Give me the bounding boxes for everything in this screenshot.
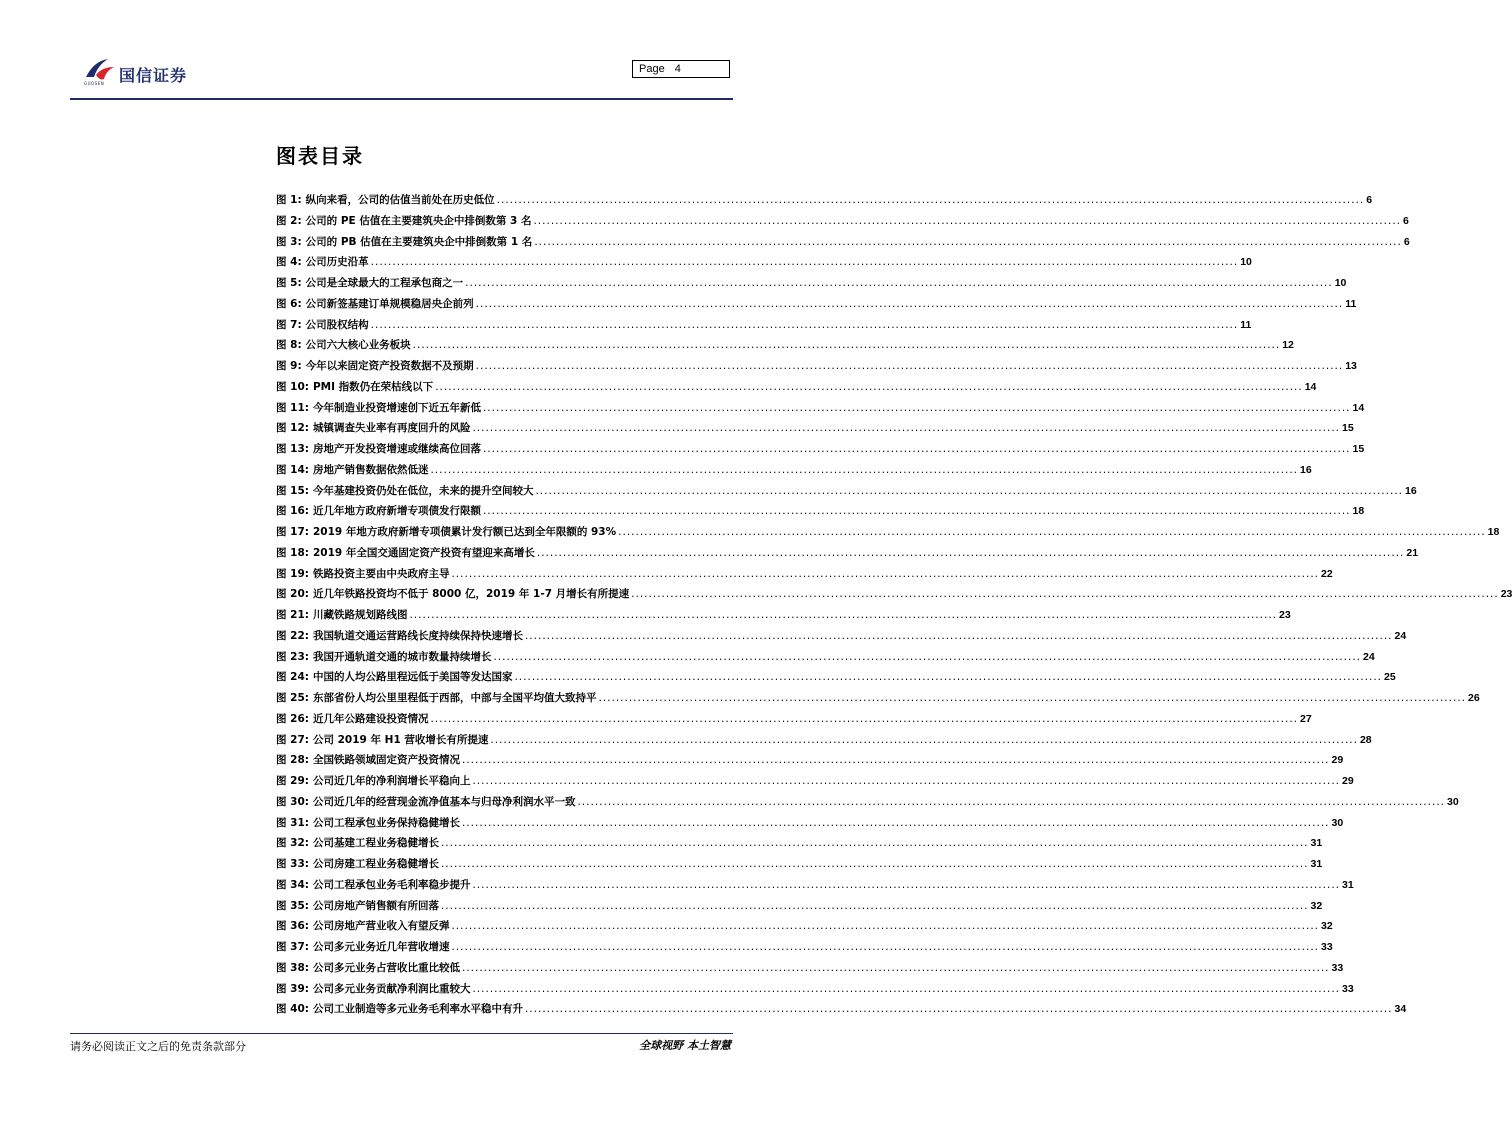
toc-leader-dots: ........................................................................................................................................................................................................	[370, 318, 1239, 331]
header-divider	[70, 98, 733, 100]
toc-leader-dots: ........................................................................................................................................................................................................	[461, 961, 1330, 974]
toc-entry[interactable]	[276, 628, 1407, 649]
toc-entry-page: 21	[1406, 546, 1419, 559]
company-logo	[84, 57, 214, 91]
toc-entry-label: 图 39:	[276, 982, 309, 995]
toc-entry-page: 11	[1240, 318, 1252, 331]
toc-entry-title: 公司股权结构	[305, 318, 369, 331]
toc-entry[interactable]	[276, 835, 1323, 856]
toc-entry-label: 图 28:	[276, 754, 309, 767]
toc-entry-title: 公司历史沿革	[305, 256, 369, 269]
toc-entry-page: 12	[1282, 339, 1294, 352]
toc-leader-dots: ........................................................................................................................................................................................................	[536, 546, 1405, 559]
toc-entry-label: 图 33:	[276, 858, 309, 870]
toc-entry-page: 13	[1345, 360, 1357, 372]
toc-leader-dots: ........................................................................................................................................................................................................	[430, 712, 1298, 725]
toc-entry[interactable]	[276, 981, 1354, 1002]
toc-entry-label: 图 35:	[276, 899, 309, 912]
toc-entry-label: 图 27:	[276, 733, 309, 746]
toc-entry-label: 图 2:	[276, 214, 302, 227]
toc-entry-page: 15	[1342, 422, 1354, 435]
toc-entry[interactable]	[276, 773, 1354, 794]
toc-entry[interactable]	[276, 877, 1354, 898]
toc-entry-title: 今年以来固定资产投资数据不及预期	[305, 360, 474, 372]
toc-leader-dots: ........................................................................................................................................................................................................	[534, 235, 1402, 248]
toc-entry-title: 2019 年全国交通固定资产投资有望迎来高增长	[312, 546, 535, 559]
toc-entry-page: 30	[1447, 795, 1459, 808]
toc-entry[interactable]	[276, 296, 1357, 317]
toc-entry-title: 公司的 PB 估值在主要建筑央企中排倒数第 1 名	[305, 235, 533, 248]
toc-leader-dots: ........................................................................................................................................................................................................	[451, 567, 1319, 580]
toc-entry-label: 图 32:	[276, 837, 309, 850]
toc-entry-title: 我国轨道交通运营路线长度持续保持快速增长	[312, 629, 523, 642]
toc-entry-title: 今年制造业投资增速创下近五年新低	[312, 401, 481, 414]
toc-entry-page: 16	[1300, 463, 1312, 476]
toc-entry-label: 图 8:	[276, 339, 302, 352]
toc-entry-title: 公司新签基建订单规模稳居央企前列	[305, 297, 474, 310]
toc-entry-title: 房地产开发投资增速或继续高位回落	[312, 443, 481, 455]
toc-entry-label: 图 10:	[276, 380, 309, 393]
toc-entry[interactable]	[276, 379, 1317, 400]
toc-list	[276, 192, 1512, 1022]
toc-leader-dots: ........................................................................................................................................................................................................	[440, 858, 1309, 870]
toc-entry-title: 近几年铁路投资均不低于 8000 亿，2019 年 1-7 月增长有所提速	[312, 588, 630, 601]
toc-leader-dots: ........................................................................................................................................................................................................	[472, 878, 1340, 891]
toc-entry-page: 34	[1394, 1003, 1407, 1016]
toc-entry-label: 图 13:	[276, 443, 309, 455]
page-indicator	[632, 60, 730, 78]
toc-entry-label: 图 11:	[276, 401, 309, 414]
toc-entry-label: 图 25:	[276, 692, 309, 704]
toc-entry-page: 6	[1403, 235, 1410, 248]
toc-leader-dots: ........................................................................................................................................................................................................	[370, 256, 1239, 269]
toc-entry[interactable]	[276, 400, 1365, 421]
toc-entry-title: 公司房建工程业务稳健增长	[312, 858, 439, 870]
toc-entry[interactable]	[276, 649, 1375, 670]
toc-entry-label: 图 12:	[276, 422, 309, 435]
toc-entry-label: 图 16:	[276, 505, 309, 518]
toc-entry-title: 近几年公路建设投资情况	[312, 712, 429, 725]
toc-entry-page: 23	[1279, 609, 1291, 621]
toc-leader-dots: ........................................................................................................................................................................................................	[482, 401, 1351, 414]
toc-entry[interactable]	[276, 462, 1312, 483]
toc-leader-dots: ........................................................................................................................................................................................................	[475, 297, 1344, 310]
toc-entry[interactable]	[276, 192, 1373, 213]
toc-entry-title: 公司的 PE 估值在主要建筑央企中排倒数第 3 名	[305, 214, 532, 227]
toc-entry-page: 18	[1352, 505, 1365, 518]
toc-leader-dots: ........................................................................................................................................................................................................	[598, 692, 1466, 704]
toc-entry-title: 中国的人均公路里程远低于美国等发达国家	[312, 671, 513, 684]
toc-entry-title: 公司工业制造等多元业务毛利率水平稳中有升	[312, 1003, 523, 1016]
toc-entry[interactable]	[276, 234, 1410, 255]
toc-entry-title: 公司房地产销售额有所回落	[312, 899, 439, 912]
toc-entry-page: 6	[1403, 214, 1409, 227]
toc-entry-label: 图 20:	[276, 588, 309, 601]
toc-entry-label: 图 29:	[276, 775, 309, 787]
toc-entry[interactable]	[276, 732, 1372, 753]
toc-entry-page: 28	[1359, 733, 1372, 746]
toc-entry-page: 10	[1240, 256, 1252, 269]
toc-leader-dots: ........................................................................................................................................................................................................	[440, 837, 1309, 850]
toc-entry[interactable]	[276, 420, 1354, 441]
toc-entry[interactable]	[276, 711, 1312, 732]
toc-entry-label: 图 18:	[276, 546, 309, 559]
toc-entry[interactable]	[276, 524, 1500, 545]
toc-leader-dots: ........................................................................................................................................................................................................	[490, 733, 1358, 746]
toc-leader-dots: ........................................................................................................................................................................................................	[533, 214, 1401, 227]
toc-entry-label: 图 23:	[276, 650, 309, 663]
toc-entry-page: 29	[1331, 754, 1344, 767]
toc-entry-label: 图 1:	[276, 194, 302, 206]
toc-entry[interactable]	[276, 669, 1396, 690]
toc-entry-label: 图 22:	[276, 629, 309, 642]
toc-entry-label: 图 17:	[276, 526, 309, 538]
toc-entry[interactable]	[276, 939, 1333, 960]
toc-entry[interactable]	[276, 317, 1252, 338]
toc-entry-title: 公司多元业务占营收比重比较低	[312, 961, 460, 974]
toc-entry-page: 32	[1321, 920, 1333, 933]
logo-mark-icon	[84, 57, 116, 83]
toc-entry-title: 我国开通轨道交通的城市数量持续增长	[312, 650, 492, 663]
logo-text: 国信证券	[119, 66, 188, 85]
toc-entry-label: 图 6:	[276, 297, 302, 310]
toc-entry-title: 近几年地方政府新增专项债发行限额	[312, 505, 481, 518]
toc-leader-dots: ........................................................................................................................................................................................................	[524, 629, 1393, 642]
toc-entry[interactable]	[276, 898, 1323, 919]
toc-leader-dots: ........................................................................................................................................................................................................	[461, 816, 1330, 829]
toc-entry[interactable]	[276, 1001, 1407, 1022]
toc-entry-title: 公司近几年的经营现金流净值基本与归母净利润水平一致	[312, 795, 576, 808]
toc-entry-title: PMI 指数仍在荣枯线以下	[312, 380, 434, 393]
toc-leader-dots: ........................................................................................................................................................................................................	[482, 505, 1351, 518]
toc-entry-title: 公司工程承包业务保持稳健增长	[312, 816, 460, 829]
toc-leader-dots: ........................................................................................................................................................................................................	[514, 671, 1382, 684]
toc-entry-page: 31	[1342, 878, 1354, 891]
page-label: Page	[639, 63, 665, 75]
toc-entry-label: 图 19:	[276, 567, 309, 580]
toc-leader-dots: ........................................................................................................................................................................................................	[496, 194, 1365, 206]
toc-entry[interactable]	[276, 545, 1419, 566]
toc-entry-label: 图 24:	[276, 671, 309, 684]
toc-entry-page: 30	[1331, 816, 1344, 829]
toc-entry-title: 公司六大核心业务板块	[305, 339, 411, 352]
toc-entry-page: 31	[1310, 858, 1323, 870]
toc-leader-dots: ........................................................................................................................................................................................................	[472, 422, 1340, 435]
toc-leader-dots: ........................................................................................................................................................................................................	[631, 588, 1499, 601]
toc-leader-dots: ........................................................................................................................................................................................................	[451, 920, 1319, 933]
toc-entry[interactable]	[276, 213, 1409, 234]
toc-entry-title: 2019 年地方政府新增专项债累计发行额已达到全年限额的 93%	[312, 526, 617, 538]
toc-entry-title: 今年基建投资仍处在低位，未来的提升空间较大	[312, 484, 534, 497]
page-number: 4	[674, 63, 681, 75]
toc-entry[interactable]	[276, 794, 1459, 815]
footer-disclaimer: 请务必阅读正文之后的免责条款部分	[70, 1040, 246, 1053]
toc-entry-page: 14	[1304, 380, 1317, 393]
toc-entry-page: 31	[1310, 837, 1323, 850]
toc-entry-title: 川藏铁路规划路线图	[312, 609, 408, 621]
toc-entry-title: 公司基建工程业务稳健增长	[312, 837, 439, 850]
toc-entry-label: 图 26:	[276, 712, 309, 725]
toc-entry-page: 18	[1487, 526, 1500, 538]
toc-leader-dots: ........................................................................................................................................................................................................	[482, 443, 1351, 455]
toc-entry-label: 图 4:	[276, 256, 302, 269]
toc-entry-page: 14	[1352, 401, 1365, 414]
logo-subtext: GUOSEN	[84, 81, 105, 86]
toc-entry[interactable]	[276, 503, 1365, 524]
toc-entry-title: 公司是全球最大的工程承包商之一	[305, 277, 464, 289]
toc-entry[interactable]	[276, 566, 1333, 587]
toc-entry-label: 图 38:	[276, 961, 309, 974]
toc-entry[interactable]	[276, 337, 1294, 358]
toc-entry[interactable]	[276, 275, 1347, 296]
toc-entry-title: 全国铁路领域固定资产投资情况	[312, 754, 460, 767]
toc-entry-label: 图 31:	[276, 816, 309, 829]
toc-entry-label: 图 15:	[276, 484, 309, 497]
toc-entry-title: 房地产销售数据依然低迷	[312, 463, 429, 476]
toc-entry-page: 24	[1394, 629, 1407, 642]
toc-leader-dots: ........................................................................................................................................................................................................	[430, 463, 1298, 476]
toc-entry-page: 16	[1405, 484, 1417, 497]
toc-leader-dots: ........................................................................................................................................................................................................	[440, 899, 1309, 912]
toc-entry[interactable]	[276, 815, 1344, 836]
toc-leader-dots: ........................................................................................................................................................................................................	[435, 380, 1303, 393]
toc-entry-title: 公司多元业务近几年营收增速	[312, 941, 450, 953]
toc-entry-label: 图 34:	[276, 878, 309, 891]
toc-leader-dots: ........................................................................................................................................................................................................	[472, 982, 1340, 995]
footer-slogan: 全球视野 本土智慧	[639, 1039, 731, 1052]
toc-entry-label: 图 14:	[276, 463, 309, 476]
toc-entry-page: 15	[1352, 443, 1365, 455]
toc-entry-page: 22	[1321, 567, 1333, 580]
toc-entry-title: 公司近几年的净利润增长平稳向上	[312, 775, 471, 787]
toc-entry-title: 铁路投资主要由中央政府主导	[312, 567, 450, 580]
toc-entry-label: 图 7:	[276, 318, 302, 331]
toc-entry-title: 公司 2019 年 H1 营收增长有所提速	[312, 733, 489, 746]
toc-entry-label: 图 30:	[276, 795, 309, 808]
toc-leader-dots: ........................................................................................................................................................................................................	[577, 795, 1445, 808]
toc-entry-page: 24	[1363, 650, 1375, 663]
toc-entry-label: 图 37:	[276, 941, 309, 953]
toc-entry[interactable]	[276, 607, 1291, 628]
toc-entry[interactable]	[276, 586, 1512, 607]
toc-entry-page: 26	[1468, 692, 1480, 704]
footer-divider	[70, 1033, 733, 1034]
toc-leader-dots: ........................................................................................................................................................................................................	[535, 484, 1403, 497]
toc-entry[interactable]	[276, 690, 1480, 711]
toc-entry[interactable]	[276, 752, 1344, 773]
toc-leader-dots: ........................................................................................................................................................................................................	[493, 650, 1361, 663]
toc-entry-page: 10	[1334, 277, 1347, 289]
toc-leader-dots: ........................................................................................................................................................................................................	[618, 526, 1486, 538]
toc-entry-title: 城镇调查失业率有再度回升的风险	[312, 422, 471, 435]
toc-entry-label: 图 3:	[276, 235, 302, 248]
toc-leader-dots: ........................................................................................................................................................................................................	[412, 339, 1281, 352]
toc-entry[interactable]	[276, 918, 1333, 939]
toc-entry-page: 23	[1500, 588, 1512, 601]
toc-entry-page: 11	[1345, 297, 1357, 310]
toc-entry[interactable]	[276, 254, 1252, 275]
toc-entry-page: 33	[1321, 941, 1333, 953]
toc-entry-page: 29	[1342, 775, 1354, 787]
toc-entry-label: 图 9:	[276, 360, 302, 372]
toc-entry-page: 6	[1366, 194, 1373, 206]
toc-entry[interactable]	[276, 441, 1365, 462]
toc-leader-dots: ........................................................................................................................................................................................................	[475, 360, 1344, 372]
toc-entry-title: 公司房地产营业收入有望反弹	[312, 920, 450, 933]
toc-entry-title: 公司工程承包业务毛利率稳步提升	[312, 878, 471, 891]
toc-leader-dots: ........................................................................................................................................................................................................	[451, 941, 1319, 953]
toc-entry-page: 25	[1384, 671, 1396, 684]
toc-entry[interactable]	[276, 358, 1357, 379]
toc-entry[interactable]	[276, 960, 1344, 981]
toc-entry-title: 东部省份人均公里里程低于西部，中部与全国平均值大致持平	[312, 692, 597, 704]
toc-entry[interactable]	[276, 856, 1323, 877]
toc-entry-label: 图 40:	[276, 1003, 309, 1016]
toc-entry-page: 33	[1331, 961, 1344, 974]
toc-leader-dots: ........................................................................................................................................................................................................	[409, 609, 1277, 621]
toc-entry-label: 图 36:	[276, 920, 309, 933]
toc-entry-page: 27	[1300, 712, 1312, 725]
toc-entry-label: 图 5:	[276, 277, 302, 289]
toc-title: 图表目录	[276, 144, 364, 168]
toc-entry-title: 纵向来看，公司的估值当前处在历史低位	[305, 194, 495, 206]
toc-entry[interactable]	[276, 483, 1417, 504]
toc-leader-dots: ........................................................................................................................................................................................................	[461, 754, 1330, 767]
toc-entry-page: 32	[1310, 899, 1323, 912]
toc-entry-page: 33	[1342, 982, 1354, 995]
toc-entry-label: 图 21:	[276, 609, 309, 621]
toc-leader-dots: ........................................................................................................................................................................................................	[472, 775, 1340, 787]
toc-leader-dots: ........................................................................................................................................................................................................	[524, 1003, 1393, 1016]
toc-entry-title: 公司多元业务贡献净利润比重较大	[312, 982, 471, 995]
toc-leader-dots: ........................................................................................................................................................................................................	[465, 277, 1333, 289]
